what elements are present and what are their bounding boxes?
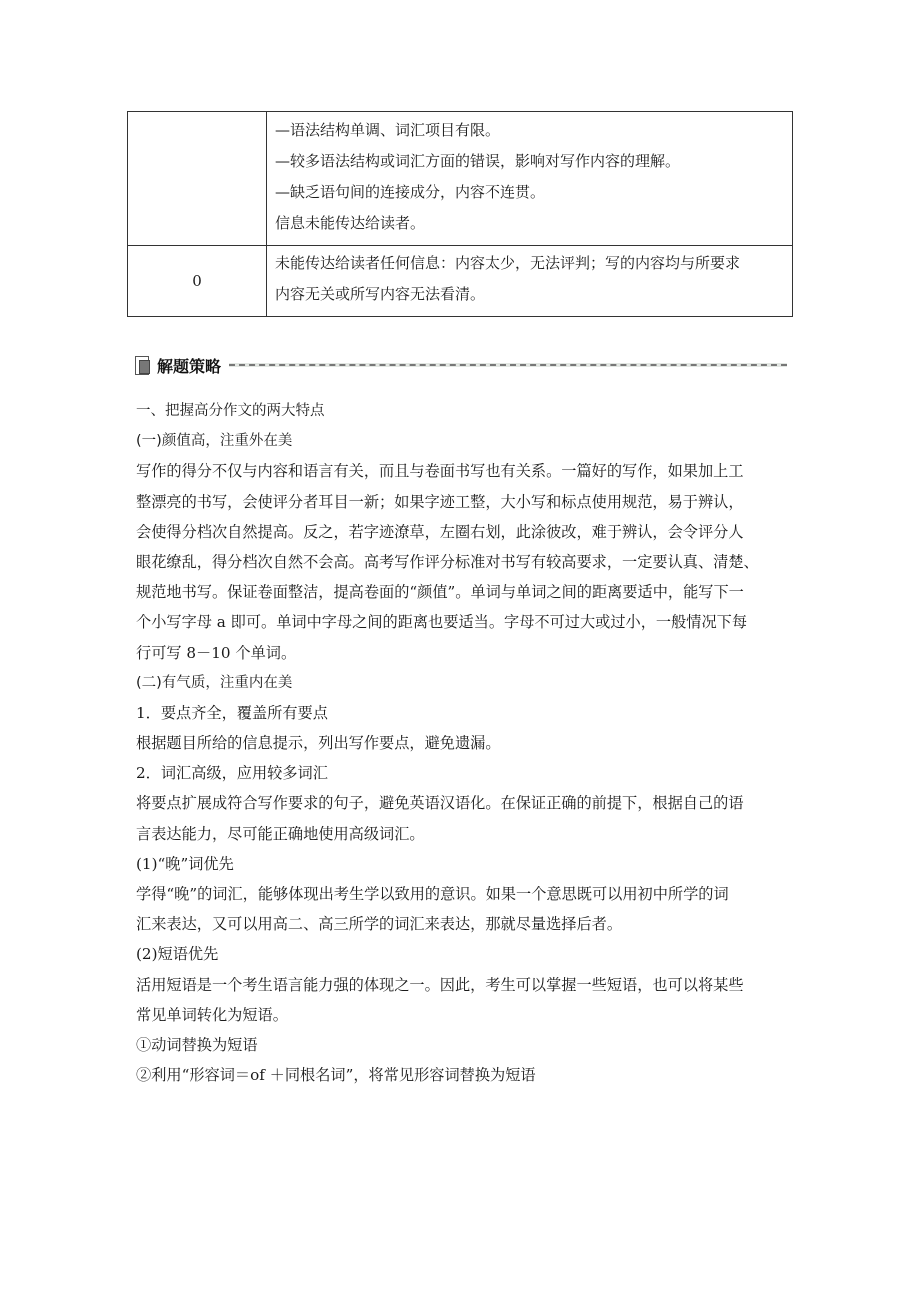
section-title: 解题策略 <box>157 356 222 376</box>
item-title: (1)“晚”词优先 <box>136 854 234 873</box>
paragraph-line: 个小写字母 a 即可。单词中字母之间的距离也要适当。字母不可过大或过小，一般情况下每 <box>136 613 748 632</box>
dashed-divider <box>229 363 787 367</box>
subheading: (二)有气质，注重内在美 <box>136 674 293 691</box>
table-row <box>128 246 793 317</box>
paragraph-line: 写作的得分不仅与内容和语言有关，而且与卷面书写也有关系。一篇好的写作，如果加上工 <box>136 462 744 481</box>
scoring-table <box>127 111 793 317</box>
paragraph-line: 将要点扩展成符合写作要求的句子，避免英语汉语化。在保证正确的前提下，根据自己的语 <box>136 794 744 813</box>
description-line: 信息未能传达给读者。 <box>275 213 426 232</box>
paragraph-line: 常见单词转化为短语。 <box>136 1005 288 1024</box>
description-line: 内容无关或所写内容无法看清。 <box>275 285 486 303</box>
paragraph-line: 行可写 8－10 个单词。 <box>136 643 297 662</box>
document-icon <box>135 356 150 375</box>
score-cell: 0 <box>128 246 267 317</box>
description-cell <box>267 112 793 246</box>
paragraph-line: 整漂亮的书写，会使评分者耳目一新；如果字迹工整，大小写和标点使用规范，易于辨认， <box>136 492 744 511</box>
section-header <box>135 352 787 378</box>
point-title: 2．词汇高级，应用较多词汇 <box>136 764 328 783</box>
sub-item: ①动词替换为短语 <box>136 1035 258 1054</box>
paragraph-line: 根据题目所给的信息提示，列出写作要点，避免遗漏。 <box>136 734 501 753</box>
paragraph-line: 学得“晚”的词汇，能够体现出考生学以致用的意识。如果一个意思既可以用初中所学的词 <box>136 885 729 903</box>
description-cell <box>267 246 793 317</box>
sub-item: ②利用“形容词＝of ＋同根名词”，将常见形容词替换为短语 <box>136 1066 536 1085</box>
point-title: 1．要点齐全，覆盖所有要点 <box>136 703 328 722</box>
description-line: 未能传达给读者任何信息：内容太少，无法评判；写的内容均与所要求 <box>275 254 741 272</box>
score-cell <box>128 112 267 246</box>
description-line: —语法结构单调、词汇项目有限。 <box>275 120 501 139</box>
description-line: —缺乏语句间的连接成分，内容不连贯。 <box>275 182 546 201</box>
paragraph-line: 会使得分档次自然提高。反之，若字迹潦草，左圈右划，此涂彼改，难于辨认，会令评分人 <box>136 522 744 541</box>
paragraph-line: 眼花缭乱，得分档次自然不会高。高考写作评分标准对书写有较高要求，一定要认真、清楚、 <box>136 552 759 571</box>
item-title: (2)短语优先 <box>136 945 219 964</box>
paragraph-line: 言表达能力，尽可能正确地使用高级词汇。 <box>136 824 425 843</box>
heading-level-1: 一、把握高分作文的两大特点 <box>136 403 325 419</box>
subheading: (一)颜值高，注重外在美 <box>136 433 293 450</box>
paragraph-line: 活用短语是一个考生语言能力强的体现之一。因此，考生可以掌握一些短语，也可以将某些 <box>136 975 744 994</box>
article-body <box>136 396 796 1090</box>
paragraph-line: 汇来表达，又可以用高二、高三所学的词汇来表达，那就尽量选择后者。 <box>136 915 622 934</box>
description-line: —较多语法结构或词汇方面的错误，影响对写作内容的理解。 <box>275 151 681 170</box>
paragraph-line: 规范地书写。保证卷面整洁，提高卷面的“颜值”。单词与单词之间的距离要适中，能写下一 <box>136 583 744 602</box>
table-row <box>128 112 793 246</box>
